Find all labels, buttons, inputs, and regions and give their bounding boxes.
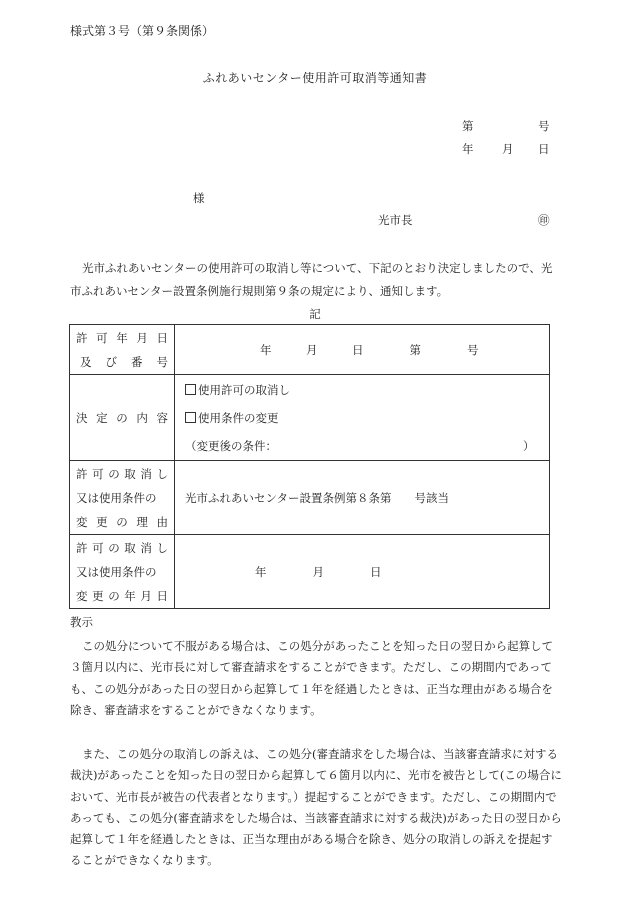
addressee-honorific: 様	[193, 191, 205, 205]
change-date-value: 年 月 日	[175, 535, 550, 609]
label-line: 決 定 の 内 容	[76, 410, 168, 425]
permit-date-value: 年 月 日 第 号	[175, 325, 550, 375]
number-prefix: 第	[462, 119, 474, 133]
condition-open: （変更後の条件：	[185, 438, 277, 453]
label-line: 及 び 番 号	[80, 354, 168, 369]
reason-value: 光市ふれあいセンター設置条例第８条第 号該当	[175, 461, 550, 535]
table-row	[70, 325, 550, 375]
table-row	[70, 375, 550, 461]
table-row	[70, 535, 550, 609]
seal-mark: ㊞	[538, 213, 550, 227]
notice-body: 光市ふれあいセンターの使用許可の取消し等について、下記のとおり決定しましたので、光市ふれあいセンター設置条例施行規則第９条の規定により、通知します。	[70, 261, 553, 298]
row-label-permit-date	[70, 325, 175, 375]
table-row	[70, 461, 550, 535]
condition-close: ）	[523, 438, 535, 453]
number-suffix: 号	[538, 119, 550, 133]
option-change[interactable]: 使用条件の変更	[185, 404, 549, 432]
form-number: 様式第３号（第９条関係）	[70, 24, 215, 38]
date-year: 年	[462, 142, 474, 156]
row-label-decision	[70, 375, 175, 461]
change-checkbox[interactable]	[185, 412, 196, 423]
document-title: ふれあいセンター使用許可取消等通知書	[202, 71, 428, 85]
option-revoke[interactable]: 使用許可の取消し	[185, 376, 549, 404]
decision-table	[69, 324, 550, 609]
date-month: 月	[502, 142, 514, 156]
row-label-reason: 許 可 の 取 消 し 又は使用条件の 変 更 の 理 由	[70, 461, 175, 535]
label-line: 許 可 年 月 日	[76, 330, 168, 345]
decision-value	[175, 375, 550, 461]
sender-name: 光市長	[378, 213, 413, 227]
date-day: 日	[538, 142, 550, 156]
revoke-checkbox[interactable]	[185, 384, 196, 395]
row-label-change-date: 許 可 の 取 消 し 又は使用条件の 変 更 の 年 月 日	[70, 535, 175, 609]
changed-condition	[185, 432, 549, 460]
appeal-notice-para-2: また、この処分の取消しの訴えは、この処分(審査請求をした場合は、当該審査請求に対する裁決)があったことを知った日の翌日から起算して６箇月以内に、光市を被告として(この場合において、光市長が被告の代表者となります。）提起することができます。ただし、この期間内であっても、この処分(審査請求をした場合は、当該審査請求に対する裁決)があった日の翌日から起算して１年を経過したときは、正当な理由がある場合を除き、処分の取消しの訴えを提起することができなくなります。	[70, 747, 562, 868]
appeal-notice-para-1: この処分について不服がある場合は、この処分があったことを知った日の翌日から起算して３箇月以内に、光市長に対して審査請求をすることができます。ただし、この期間内であっても、この処分があった日の翌日から起算して１年を経過したときは、正当な理由がある場合を除き、審査請求をすることができなくなります。	[70, 639, 554, 717]
appeal-notice-heading: 教示	[70, 615, 93, 629]
ki-heading: 記	[309, 307, 321, 321]
